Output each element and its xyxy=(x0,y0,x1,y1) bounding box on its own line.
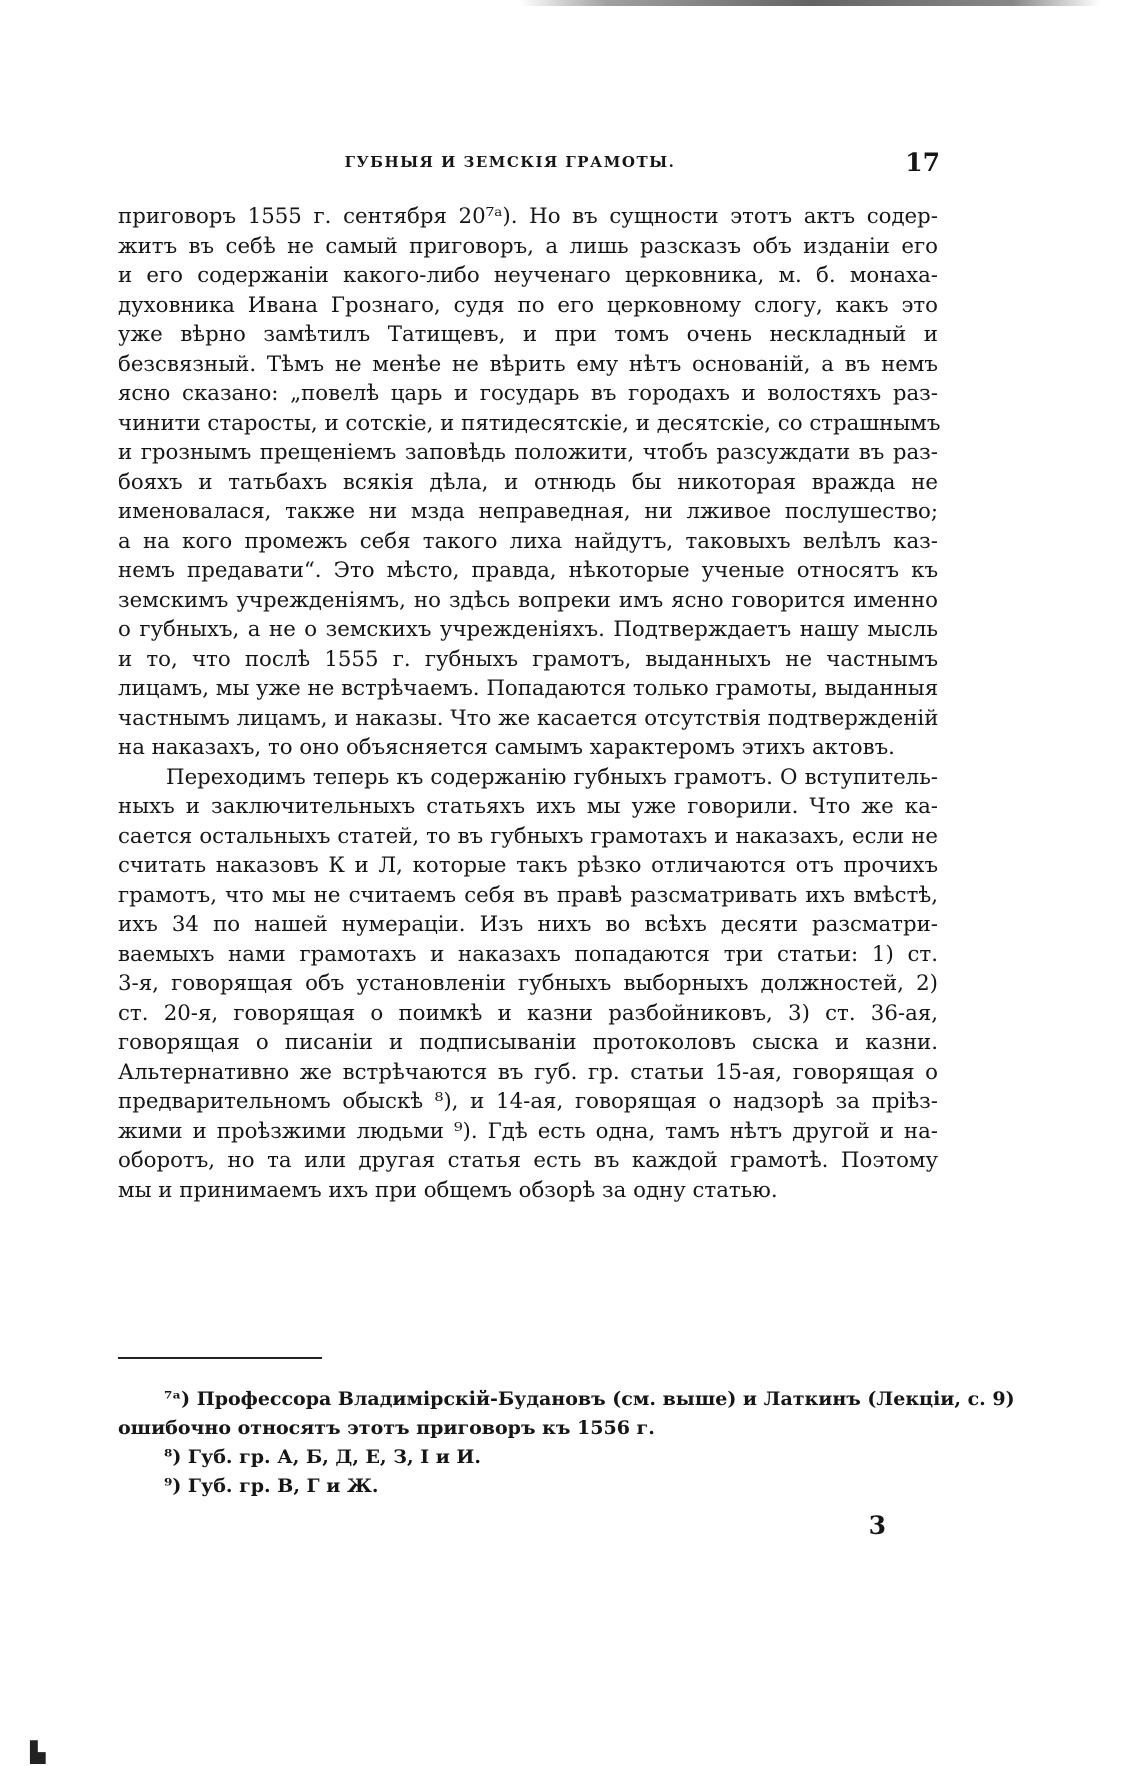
page-number: 17 xyxy=(905,148,940,177)
text-line: ваемыхъ нами грамотахъ и наказахъ попадаются три статьи: 1) ст. xyxy=(118,941,938,967)
text-line: о губныхъ, а не о земскихъ учрежденіяхъ. Подтверждаетъ нашу мысль xyxy=(118,617,938,642)
running-head: ГУБНЫЯ И ЗЕМСКІЯ ГРАМОТЫ. xyxy=(344,153,676,171)
text-line: оборотъ, но та или другая статья есть въ каждой грамотѣ. Поэтому xyxy=(118,1148,938,1173)
text-line: безсвязный. Тѣмъ не менѣе не вѣрить ему нѣтъ основаній, а въ немъ xyxy=(118,351,938,377)
paragraph-start-line: Переходимъ теперь къ содержанію губныхъ грамотъ. О вступитель- xyxy=(166,764,938,790)
text-line: приговоръ 1555 г. сентября 20⁷ᵃ). Но въ сущности этотъ актъ содер- xyxy=(118,204,938,229)
text-line: грамотъ, что мы не считаемъ себя въ правѣ разсматривать ихъ вмѣстѣ, xyxy=(118,882,938,908)
signature-mark: 3 xyxy=(868,1511,886,1540)
footnote-8: ⁸) Губ. гр. А, Б, Д, Е, З, І и И. xyxy=(164,1446,481,1468)
text-line: Альтернативно же встрѣчаются въ губ. гр. статьи 15-ая, говорящая о xyxy=(118,1059,938,1085)
text-line: сается остальныхъ статей, то въ губныхъ грамотахъ и наказахъ, если не xyxy=(118,823,938,849)
text-line: земскимъ учрежденіямъ, но здѣсь вопреки имъ ясно говорится именно xyxy=(118,587,938,613)
body-text xyxy=(118,202,941,1205)
text-line: 3-я, говорящая объ установленіи губныхъ выборныхъ должностей, 2) xyxy=(118,971,938,996)
footnote-divider xyxy=(118,1357,322,1359)
text-line: ст. 20-я, говорящая о поимкѣ и казни разбойниковъ, 3) ст. 36-ая, xyxy=(118,1000,938,1026)
text-line: житъ въ себѣ не самый приговоръ, а лишь разсказъ объ изданіи его xyxy=(118,233,938,259)
text-line: ясно сказано: „повелѣ царь и государь въ городахъ и волостяхъ раз- xyxy=(118,381,938,406)
text-line: уже вѣрно замѣтилъ Татищевъ, и при томъ очень нескладный и xyxy=(118,322,938,347)
text-line: лицамъ, мы уже не встрѣчаемъ. Попадаются только грамоты, выданныя xyxy=(118,676,939,701)
text-line: частнымъ лицамъ, и наказы. Что же касается отсутствія подтвержденій xyxy=(118,705,939,731)
text-line: говорящая о писаніи и подписываніи протоколовъ сыска и казни. xyxy=(118,1030,938,1055)
text-line: предварительномъ обыскѣ ⁸), и 14-ая, говорящая о надзорѣ за пріѣз- xyxy=(118,1089,938,1114)
text-line: и его содержаніи какого-либо неученаго церковника, м. б. монаха- xyxy=(118,263,938,288)
footnote-7a-continued: ошибочно относятъ этотъ приговоръ къ 1556 г. xyxy=(118,1417,655,1439)
scan-corner-artifact: ▙ xyxy=(30,1740,46,1764)
text-line: на наказахъ, то оно объясняется самымъ характеромъ этихъ актовъ. xyxy=(118,735,895,760)
text-line: и грознымъ прещеніемъ заповѣдь положити, чтобъ разсуждати въ раз- xyxy=(118,440,938,465)
text-line: ихъ 34 по нашей нумераціи. Изъ нихъ во всѣхъ десяти разсматри- xyxy=(118,912,938,937)
footnote-7a: ⁷ᵃ) Профессора Владимірскій-Будановъ (см. выше) и Латкинъ (Лекціи, с. 9) xyxy=(164,1388,1015,1410)
text-line: чинити старосты, и сотскіе, и пятидесятскіе, и десятскіе, со страшнымъ xyxy=(118,410,941,436)
text-line: мы и принимаемъ ихъ при общемъ обзорѣ за одну статью. xyxy=(118,1177,778,1203)
text-line: немъ предавати“. Это мѣсто, правда, нѣкоторые ученые относятъ къ xyxy=(118,558,938,583)
footnote-9: ⁹) Губ. гр. В, Г и Ж. xyxy=(164,1475,379,1497)
text-line: именовалася, также ни мзда неправедная, ни лживое послушество; xyxy=(118,499,938,524)
text-line: бояхъ и татьбахъ всякія дѣла, и отнюдь бы никоторая вражда не xyxy=(118,469,938,495)
text-line: и то, что послѣ 1555 г. губныхъ грамотъ, выданныхъ не частнымъ xyxy=(118,646,938,672)
text-line: а на кого промежъ себя такого лиха найдутъ, таковыхъ велѣлъ каз- xyxy=(118,528,938,554)
text-line: считать наказовъ К и Л, которые такъ рѣзко отличаются отъ прочихъ xyxy=(118,853,938,878)
text-line: жими и проѣзжими людьми ⁹). Гдѣ есть одна, тамъ нѣтъ другой и на- xyxy=(118,1118,938,1144)
text-line: ныхъ и заключительныхъ статьяхъ ихъ мы уже говорили. Что же ка- xyxy=(118,794,938,819)
text-line: духовника Ивана Грознаго, судя по его церковному слогу, какъ это xyxy=(118,292,938,318)
footnotes xyxy=(118,1385,1015,1501)
